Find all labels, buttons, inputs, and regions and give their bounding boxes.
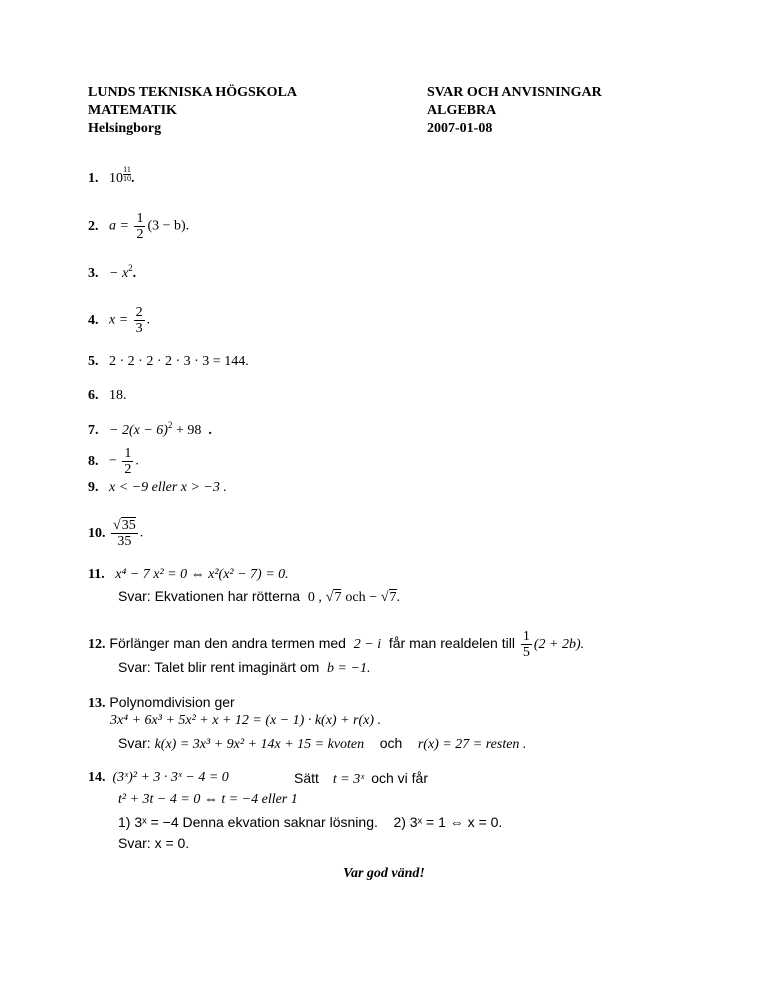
och: och bbox=[379, 735, 403, 751]
denominator: 2 bbox=[136, 227, 144, 242]
numerator: 1 bbox=[136, 211, 144, 226]
exp-den: 10 bbox=[123, 174, 131, 183]
answer-13-svar bbox=[118, 734, 526, 754]
equation: x⁴ − 7 x² = 0 ⇔ x²(x² − 7) = 0. bbox=[115, 567, 289, 582]
school-name: LUNDS TEKNISKA HÖGSKOLA bbox=[88, 85, 298, 100]
och: och − bbox=[345, 590, 377, 605]
answer-11 bbox=[88, 566, 289, 584]
text: Polynomdivision ger bbox=[109, 694, 235, 710]
item-number: 5. bbox=[88, 354, 99, 369]
svar-text: Svar: Talet blir rent imaginärt om bbox=[118, 659, 320, 675]
rx: r(x) = 27 = resten . bbox=[417, 737, 527, 752]
kx: k(x) = 3x³ + 9x² + 14x + 15 = kvoten bbox=[154, 737, 365, 752]
answer-14-line3 bbox=[118, 813, 502, 831]
lhs: a = bbox=[109, 218, 129, 234]
answer-4 bbox=[88, 305, 150, 336]
denominator: 35 bbox=[117, 534, 132, 549]
item-number: 2. bbox=[88, 218, 99, 234]
item-number: 12. bbox=[88, 637, 106, 653]
exponent: 2 bbox=[128, 263, 133, 273]
answer-13-equation bbox=[110, 712, 381, 730]
expr: 2 − i bbox=[353, 637, 382, 653]
fraction bbox=[134, 305, 145, 336]
numerator: 2 bbox=[135, 305, 143, 320]
answer-7 bbox=[88, 422, 212, 440]
item-number: 9. bbox=[88, 480, 99, 495]
doc-title: SVAR OCH ANVISNINGAR bbox=[427, 85, 602, 100]
item-number: 13. bbox=[88, 696, 106, 711]
equation: (3ˣ)² + 3 · 3ˣ − 4 = 0 bbox=[112, 770, 229, 785]
exponent: 2 bbox=[167, 420, 173, 430]
svar-text: Svar: x = 0. bbox=[118, 835, 190, 851]
expr-pre: − 2(x − 6) bbox=[109, 423, 168, 438]
tail: . bbox=[208, 423, 212, 438]
numerator: 1 bbox=[124, 446, 132, 461]
sign: − bbox=[109, 453, 117, 469]
svar-text: Svar: bbox=[118, 735, 155, 751]
vi-far: och vi får bbox=[371, 770, 429, 786]
satt: Sätt bbox=[294, 770, 319, 786]
case-1: 1) 3ˣ = −4 Denna ekvation saknar lösning. bbox=[118, 814, 378, 830]
numerator: 1 bbox=[522, 629, 530, 644]
lhs: x = bbox=[109, 312, 129, 328]
date: 2007-01-08 bbox=[427, 121, 493, 136]
answer-5 bbox=[88, 353, 249, 371]
denominator: 2 bbox=[124, 462, 132, 477]
answer-8 bbox=[88, 446, 139, 477]
subject: ALGEBRA bbox=[427, 103, 497, 118]
tail: . bbox=[396, 590, 401, 605]
case-2: 2) 3ˣ = 1 ⇔ x = 0. bbox=[393, 814, 503, 830]
answer-14-subst bbox=[294, 769, 428, 789]
answer-9 bbox=[88, 479, 227, 497]
root-zero: 0 , bbox=[307, 590, 322, 605]
item-number: 3. bbox=[88, 266, 99, 281]
root-neg-sqrt: √7 bbox=[380, 590, 397, 605]
header-right bbox=[427, 84, 602, 138]
svar-text: Svar: Ekvationen har rötterna bbox=[118, 588, 301, 604]
text-b: får man realdelen till bbox=[388, 635, 515, 652]
answer-12 bbox=[88, 629, 584, 660]
answer-6 bbox=[88, 387, 127, 405]
tail: . bbox=[139, 525, 144, 541]
tail: (2 + 2b). bbox=[533, 637, 585, 653]
radicand: 35 bbox=[121, 518, 136, 533]
turn-page-note: Var god vänd! bbox=[343, 866, 425, 881]
text-a: Förlänger man den andra termen med bbox=[109, 635, 346, 652]
expr: − x bbox=[109, 266, 129, 281]
item-number: 1. bbox=[88, 171, 99, 186]
answer-14-line2 bbox=[118, 791, 298, 809]
subst: t = 3ˣ bbox=[332, 772, 365, 787]
expr: 2 · 2 · 2 · 2 · 3 · 3 = 144. bbox=[109, 354, 249, 369]
item-number: 7. bbox=[88, 423, 99, 438]
numerator: √35 bbox=[113, 518, 136, 533]
denominator: 3 bbox=[135, 321, 143, 336]
item-number: 4. bbox=[88, 312, 99, 328]
fraction bbox=[111, 518, 138, 549]
expr-post: + 98 bbox=[175, 423, 202, 438]
expr: x < −9 eller x > −3 . bbox=[109, 480, 227, 495]
rhs: (3 − b). bbox=[147, 218, 190, 234]
root-sqrt: √7 bbox=[325, 590, 342, 605]
answer-2 bbox=[88, 211, 189, 242]
item-number: 14. bbox=[88, 770, 106, 785]
fraction bbox=[122, 446, 133, 477]
answer-3 bbox=[88, 265, 136, 283]
item-number: 10. bbox=[88, 525, 106, 541]
answer-10 bbox=[88, 518, 143, 549]
answer-1 bbox=[88, 166, 135, 188]
location: Helsingborg bbox=[88, 121, 162, 136]
radicand: 7 bbox=[334, 590, 342, 605]
denominator: 5 bbox=[522, 645, 530, 660]
answer-11-svar bbox=[118, 587, 400, 607]
tail: . bbox=[132, 266, 137, 281]
answer-14-svar bbox=[118, 834, 189, 852]
exp-num: 11 bbox=[123, 165, 131, 174]
answer-14 bbox=[88, 769, 229, 787]
fraction bbox=[521, 629, 532, 660]
expr: 18. bbox=[109, 388, 127, 403]
answer-13 bbox=[88, 693, 235, 713]
fraction bbox=[134, 211, 145, 242]
radicand: 7 bbox=[389, 590, 397, 605]
tail: . bbox=[146, 312, 151, 328]
item-number: 6. bbox=[88, 388, 99, 403]
equation: 3x⁴ + 6x³ + 5x² + x + 12 = (x − 1) · k(x) + r(x) . bbox=[110, 713, 382, 728]
svar-value: b = −1. bbox=[327, 661, 371, 676]
tail: . bbox=[131, 171, 135, 186]
item-number: 11. bbox=[88, 567, 105, 582]
item-number: 8. bbox=[88, 453, 99, 469]
equation-t: t² + 3t − 4 = 0 ⇔ t = −4 eller 1 bbox=[118, 792, 298, 807]
department: MATEMATIK bbox=[88, 103, 177, 118]
header-left bbox=[88, 84, 297, 138]
answer-12-svar bbox=[118, 658, 370, 678]
base: 10 bbox=[109, 171, 123, 186]
tail: . bbox=[135, 453, 139, 469]
